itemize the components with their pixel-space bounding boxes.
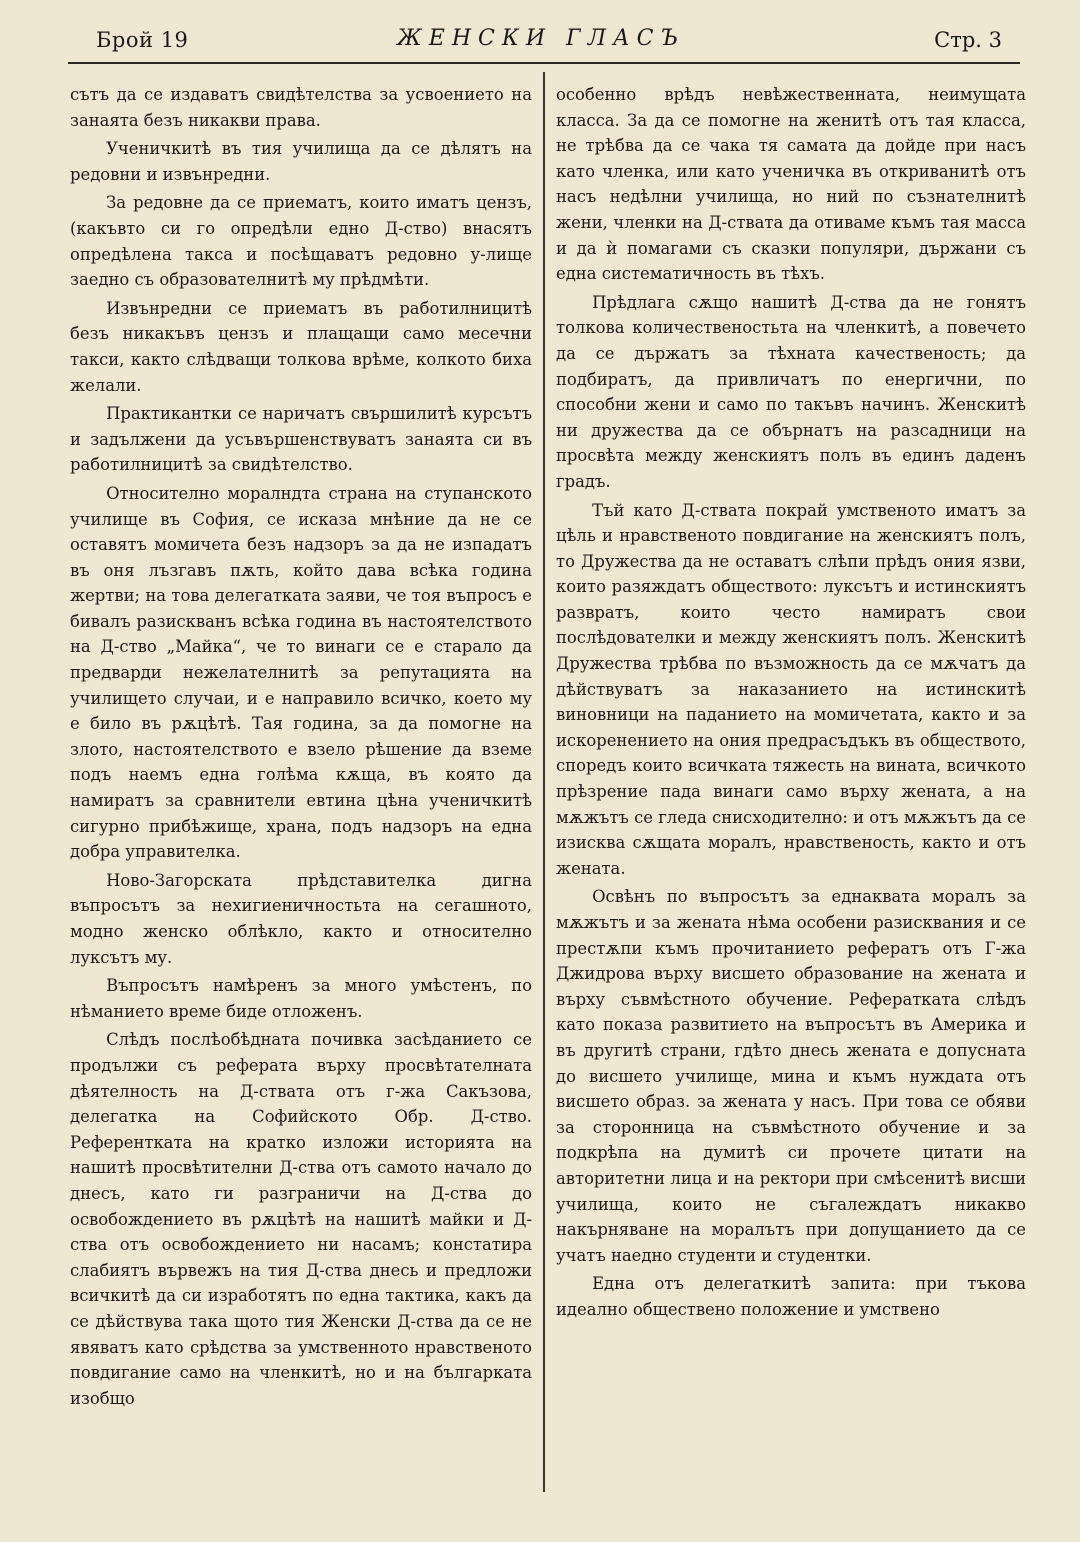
paragraph: Извънредни се приематъ въ работилницитѣ безъ никакъвъ цензъ и плащащи само месечни такси, както слѣдващи толкова врѣме, колкото биха желали. (70, 298, 532, 395)
paragraph: особенно врѣдъ невѣжественната, неимущата класса. За да се помогне на женитѣ отъ тая класса, не трѣбва да се чака тя самата да дойде при насъ като членка, или като ученичка въ откриванитѣ отъ насъ недѣлни училища, но ний по съзнателнитѣ жени, членки на Д-ствата да отиваме къмъ тая масса и да ѝ помагами съ сказки популяри, държани съ една систематичность въ тѣхъ. (556, 85, 1026, 284)
paragraph: Ново-Загорската прѣдставителка дигна въпросътъ за нехигиеничностьта на сегашното, модно женско облѣкло, както и относително луксътъ му. (70, 870, 532, 967)
header-divider (68, 62, 1020, 64)
paragraph: Освѣнъ по въпросътъ за еднаквата моралъ за мѫжътъ и за жената нѣма особени разисквания и се престѫпи къмъ прочитанието рефератъ отъ Г-жа Джидрова върху висшето образование на жената и върху съвмѣстното обучение. Рефератката слѣдъ като показа развитието на въпросътъ въ Америка и въ другитѣ страни, гдѣто днесь жената е допусната до висшето училище, мина и къмъ нуждата отъ висшето образ. за жената у насъ. При това се обяви за сторонница на съвмѣстното обучение и за подкрѣпа на думитѣ си прочете цитати на авторитетни лица и на ректори при смѣсенитѣ висши училища, които не съгалеждатъ никакво накърняване на моралътъ при допущанието да се учатъ наедно студенти и студентки. (556, 887, 1026, 1265)
left-column (70, 82, 532, 1414)
paragraph: Тъй като Д-ствата покрай умственото иматъ за цѣль и нравственото повдигание на женскиятъ полъ, то Дружества да не оставатъ слѣпи прѣдъ ония язви, които разяждатъ обществото: луксътъ и истинскиятъ развратъ, които често намиратъ свои послѣдователки и между женскиятъ полъ. Женскитѣ Дружества трѣбва по възможность да се мѫчатъ да дѣйствуватъ за наказанието на истинскитѣ виновници на паданието на момичетата, както и за искоренението на ония предрасъдъкъ въ обществото, споредъ които всичката тяжесть на вината, всичкото прѣзрение пада винаги само върху жената, а на мѫжътъ се гледа снисходително: и отъ мѫжътъ да се изисква сѫщата моралъ, нравственость, както и отъ жената. (556, 500, 1026, 878)
right-column (556, 82, 1026, 1326)
paragraph: Относително моралндта страна на ступанското училище въ София, се исказа мнѣние да не се оставятъ момичета безъ надзоръ за да не изпадатъ въ оня лъзгавъ пѫть, който дава всѣка година жертви; на това делегатката заяви, че тоя въпросъ е бивалъ разискванъ всѣка година въ настоятелството на Д-ство „Майка“, че то винаги се е старало да предварди нежелателнитѣ за репутацията на училището случаи, и е направило всичко, което му е било въ рѫцѣтѣ. Тая година, за да помогне на злото, настоятелството е взело рѣшение да вземе подъ наемъ една голѣма кѫща, въ която да намиратъ за сравнители евтина цѣна ученичкитѣ сигурно прибѣжище, храна, подъ надзоръ на една добра управителка. (70, 483, 532, 862)
masthead-title: ЖЕНСКИ ГЛАСЪ (397, 26, 685, 51)
paragraph: Ученичкитѣ въ тия училища да се дѣлятъ на редовни и извънредни. (70, 139, 532, 184)
page-header (68, 26, 1014, 60)
paragraph: сътъ да се издаватъ свидѣтелства за усвоението на занаята безъ никакви права. (70, 85, 532, 130)
paragraph: Слѣдъ послѣобѣдната почивка засѣданието се продължи съ реферата върху просвѣтателната дѣятелность на Д-ствата отъ г-жа Сакъзова, делегатка на Софийското Обр. Д-ство. Референтката на кратко изложи историята на нашитѣ просвѣтителни Д-ства отъ самото начало до днесъ, като ги разграничи на Д-ства до освобождението въ рѫцѣтѣ на нашитѣ майки и Д-ства отъ освобождението ни насамъ; констатира слабиятъ вървежъ на тия Д-ства днесь и предложи всичкитѣ да си изработятъ по една тактика, какъ да се дѣйствува така щото тия Женски Д-ства да се не явяватъ като срѣдства за умственното нравственото повдигание само на членкитѣ, но и на българката изобщо (70, 1030, 532, 1408)
issue-number: Брой 19 (96, 28, 189, 52)
paragraph: Прѣдлага сѫщо нашитѣ Д-ства да не гонятъ толкова количественостьта на членкитѣ, а повечето да се държатъ за тѣхната качественость; да подбиратъ, да привличатъ по енергични, по способни жени и само по такъвъ начинъ. Женскитѣ ни дружества да се обърнатъ на разсадници на просвѣта между женскиятъ полъ въ единъ даденъ градъ. (556, 292, 1026, 491)
paragraph: Една отъ делегаткитѣ запита: при тъкова идеално обществено положение и умствено (556, 1274, 1026, 1319)
paragraph: Практикантки се наричатъ свършилитѣ курсътъ и задължени да усъвършенствуватъ занаята си въ работилницитѣ за свидѣтелство. (70, 404, 532, 475)
paragraph: За редовне да се приематъ, които иматъ цензъ, (какъвто си го опредѣли едно Д-ство) внасятъ опредѣлена такса и посѣщаватъ редовно у-лище заедно съ образователнитѣ му прѣдмѣти. (70, 193, 532, 290)
paragraph: Въпросътъ намѣренъ за много умѣстенъ, по нѣманието време биде отложенъ. (70, 976, 532, 1021)
page-number: Стр. 3 (934, 28, 1002, 52)
column-divider (543, 72, 545, 1492)
